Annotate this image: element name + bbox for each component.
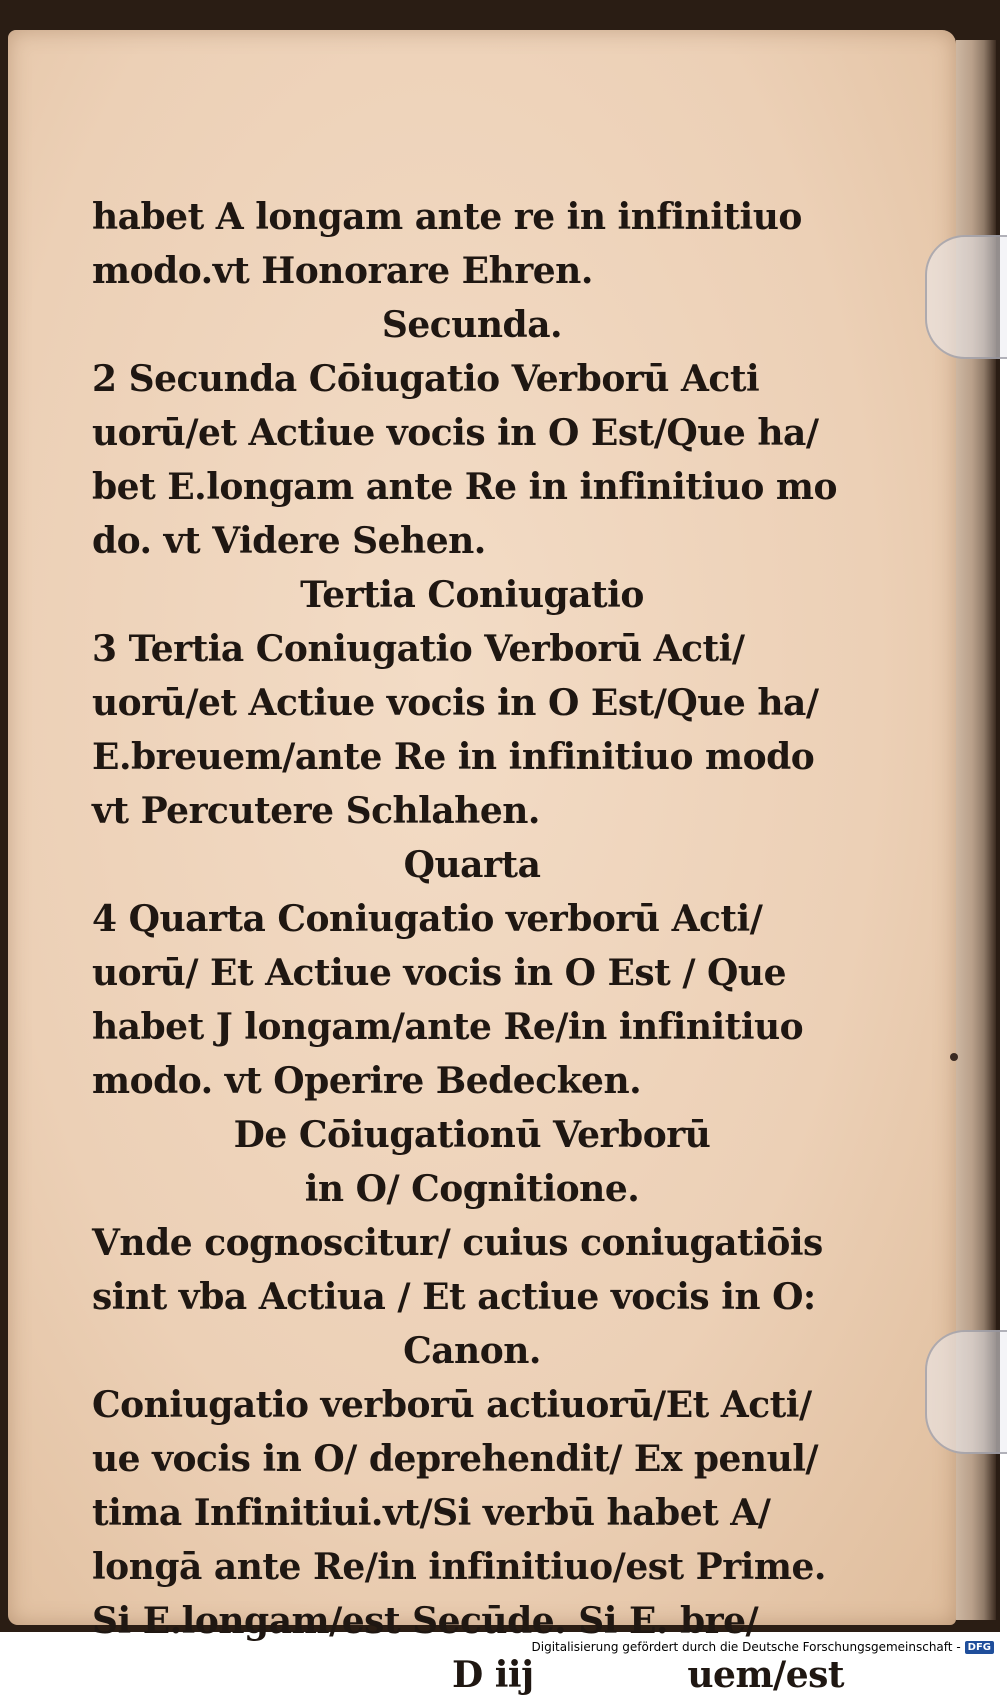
text-line: Coniugatio verborū actiuorū/Et Acti/ <box>92 1384 812 1426</box>
text-line: do. vt Videre Sehen. <box>92 520 486 562</box>
text-line: uorū/ Et Actiue vocis in O Est / Que <box>92 952 786 994</box>
text-line: Quarta <box>403 844 541 886</box>
text-line: Canon. <box>403 1330 541 1372</box>
text-line: ue vocis in O/ deprehendit/ Ex penul/ <box>92 1438 819 1480</box>
clip-top <box>925 235 1007 359</box>
dfg-logo: DFG <box>965 1641 994 1654</box>
text-line: 4 Quarta Coniugatio verborū Acti/ <box>92 898 763 940</box>
page-footer <box>92 1648 852 1702</box>
text-line: habet J longam/ante Re/in infinitiuo <box>92 1006 804 1048</box>
text-line: 2 Secunda Cōiugatio Verborū Acti <box>92 358 760 400</box>
text-line: 3 Tertia Coniugatio Verborū Acti/ <box>92 628 745 670</box>
digitization-credit <box>532 1640 995 1654</box>
text-line: Tertia Coniugatio <box>300 574 644 616</box>
text-line: in O/ Cognitione. <box>304 1168 640 1210</box>
text-line: uorū/et Actiue vocis in O Est/Que ha/ <box>92 682 819 724</box>
text-line: habet A longam ante re in infinitiuo <box>92 196 802 238</box>
clip-bottom <box>925 1330 1007 1454</box>
margin-mark <box>950 1053 958 1061</box>
page-text <box>92 190 852 1702</box>
credit-text: Digitalisierung gefördert durch die Deutsche Forschungsgemeinschaft - <box>531 1640 961 1654</box>
text-line: Si E.longam/est Secūde. Si E. bre/ <box>92 1600 759 1642</box>
text-line: longā ante Re/in infinitiuo/est Prime. <box>92 1546 826 1588</box>
text-line: modo. vt Operire Bedecken. <box>92 1060 642 1102</box>
text-line: sint vba Actiua / Et actiue vocis in O: <box>92 1276 816 1318</box>
text-line: modo.vt Honorare Ehren. <box>92 250 593 292</box>
text-line: tima Infinitiui.vt/Si verbū habet A/ <box>92 1492 771 1534</box>
text-line: E.breuem/ante Re in infinitiuo modo <box>92 736 815 778</box>
text-line: De Cōiugationū Verborū <box>233 1114 711 1156</box>
text-line: bet E.longam ante Re in infinitiuo mo <box>92 466 837 508</box>
signature-mark: D iij <box>452 1654 534 1696</box>
text-line: Secunda. <box>381 304 563 346</box>
text-line: uorū/et Actiue vocis in O Est/Que ha/ <box>92 412 819 454</box>
text-line: Vnde cognoscitur/ cuius coniugatiōis <box>92 1222 823 1264</box>
catchword: uem/est <box>687 1654 844 1696</box>
text-line: vt Percutere Schlahen. <box>92 790 540 832</box>
